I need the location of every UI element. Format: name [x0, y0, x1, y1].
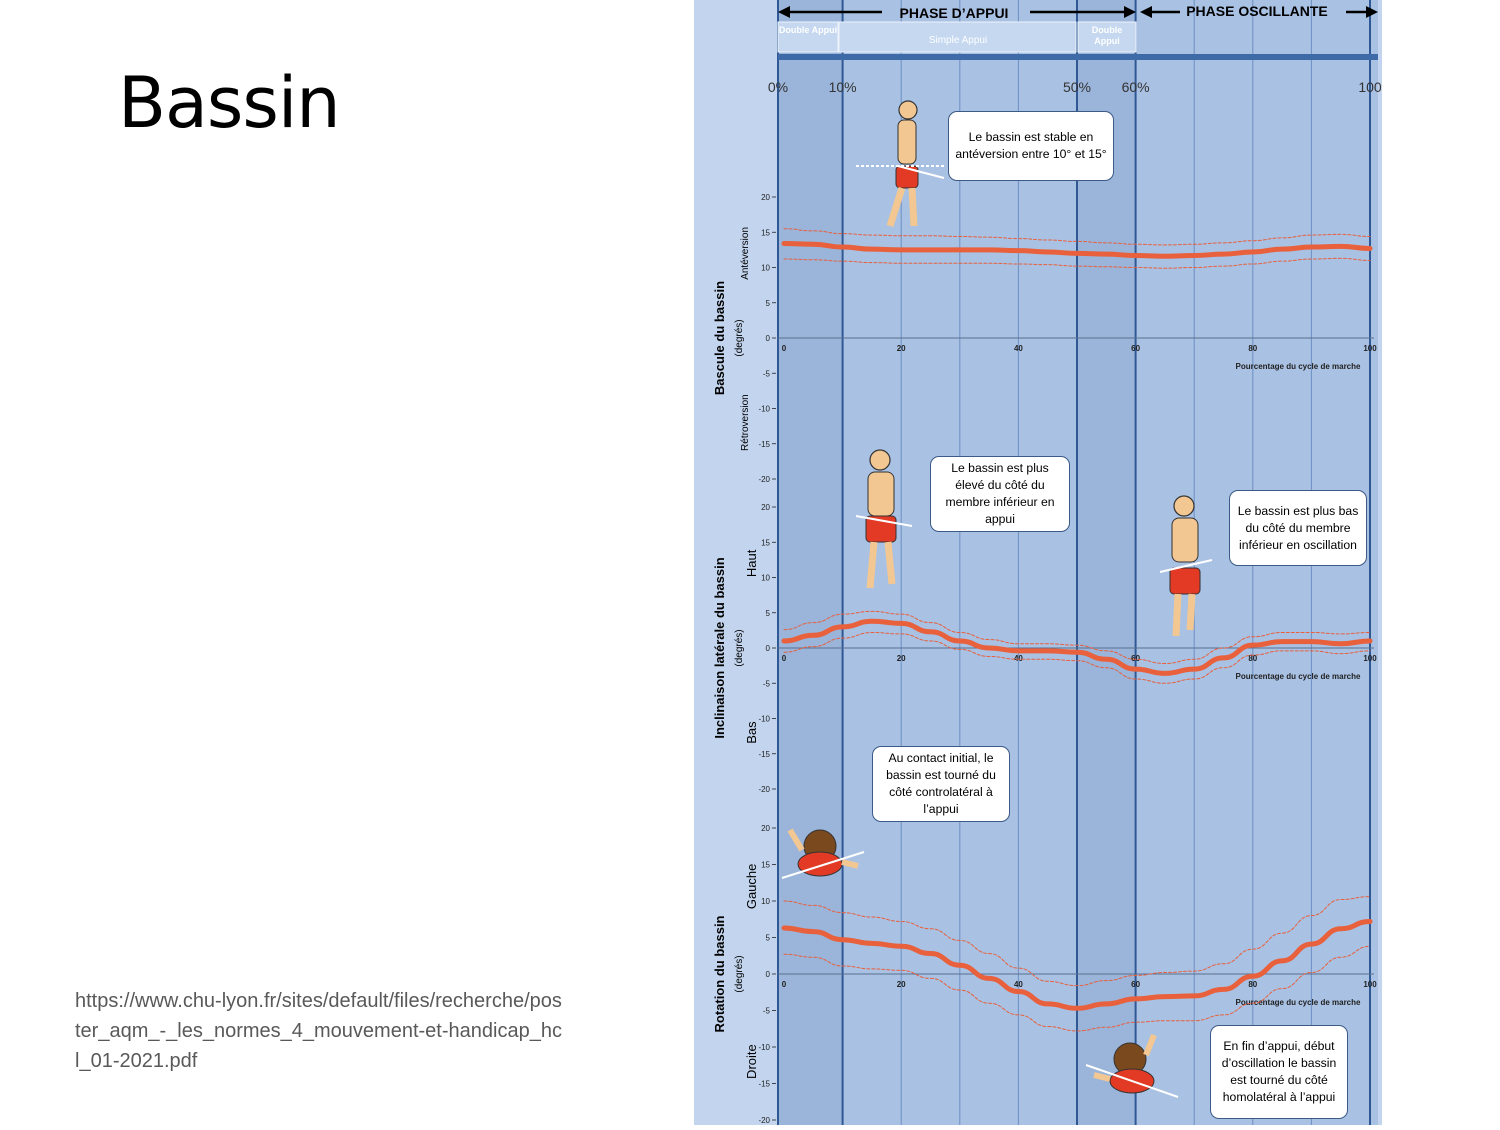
y-axis-label: Bascule du bassin: [712, 280, 727, 396]
phase-oscillante-label: PHASE OSCILLANTE: [1186, 3, 1328, 19]
x-axis-label: Pourcentage du cycle de marche: [1235, 998, 1361, 1007]
x-tick-label: 0: [781, 980, 787, 989]
y-axis-label: Inclinaison latérale du bassin: [712, 557, 727, 739]
y-tick-label: -20: [758, 475, 770, 484]
x-tick-label: 100: [1363, 980, 1377, 989]
x-tick-label: 0: [781, 344, 787, 353]
double-appui-label-2: Double Appui: [1091, 25, 1123, 46]
y-tick-label: -10: [758, 714, 770, 724]
x-tick-label: 60: [1131, 344, 1141, 353]
y-tick-label: 15: [761, 860, 770, 870]
y-tick-label: 0: [765, 334, 770, 343]
slide-title: Bassin: [118, 62, 340, 144]
figure-arm-left: [790, 830, 802, 850]
y-tick-label: 10: [761, 263, 770, 273]
figure-arm-left: [1094, 1075, 1110, 1079]
double-appui-label-1: Double Appui: [778, 25, 838, 35]
figure-head: [870, 450, 890, 470]
y-tick-label: -15: [758, 1079, 770, 1089]
x-tick-label: 80: [1248, 654, 1258, 663]
figure-shorts: [1170, 568, 1200, 594]
annotation-bubble-inclinaison-down: Le bassin est plus bas du côté du membre inférieur en oscillation: [1229, 490, 1367, 566]
y-tick-label: 20: [761, 193, 770, 202]
y-tick-label: -5: [762, 1006, 770, 1016]
figure-leg-right: [888, 542, 892, 584]
percent-label: 10%: [828, 79, 857, 95]
upper-direction-label: Gauche: [744, 863, 759, 910]
lower-direction-label: Bas: [744, 721, 759, 744]
figure-leg-front: [912, 188, 914, 226]
upper-direction-label: Haut: [744, 549, 759, 578]
y-tick-label: 5: [765, 298, 770, 308]
x-tick-label: 20: [896, 980, 906, 989]
figure-arm-right: [842, 862, 858, 866]
y-axis-unit: (degrés): [734, 955, 745, 993]
x-tick-label: 80: [1248, 344, 1258, 353]
phase-appui-label: PHASE D’APPUI: [899, 5, 1009, 21]
y-tick-label: 5: [765, 608, 770, 618]
y-tick-label: 10: [761, 573, 770, 583]
y-tick-label: -15: [758, 749, 770, 759]
x-tick-label: 60: [1131, 654, 1141, 663]
y-tick-label: 10: [761, 897, 770, 906]
x-axis-label: Pourcentage du cycle de marche: [1235, 362, 1361, 371]
figure-side-view: [854, 96, 950, 236]
y-tick-label: 20: [761, 824, 770, 833]
y-tick-label: 0: [765, 644, 770, 653]
figure-torso: [898, 120, 916, 164]
figure-torso: [1172, 518, 1198, 562]
x-tick-label: 20: [896, 344, 906, 353]
header-separator: [778, 54, 1378, 60]
double-appui-label-2-wrap: [1078, 22, 1136, 52]
y-tick-label: 15: [761, 538, 770, 548]
annotation-bubble-inclinaison-up: Le bassin est plus élevé du côté du membre inférieur en appui: [930, 456, 1070, 532]
figure-head: [1174, 496, 1194, 516]
percent-label: 100: [1358, 79, 1382, 95]
source-url: https://www.chu-lyon.fr/sites/default/files/recherche/poster_aqm_-_les_normes_4_mouvement-et-handicap_hcl_01-2021.pdf: [75, 990, 562, 1072]
y-axis-label: Rotation du bassin: [712, 915, 727, 1033]
y-tick-label: -5: [762, 369, 770, 379]
simple-appui-label: Simple Appui: [928, 35, 988, 46]
y-tick-label: -20: [758, 1116, 770, 1125]
double-appui-label-1-wrap: [778, 22, 838, 52]
lower-direction-label: Droite: [744, 1044, 759, 1079]
figure-top-view-end: [1084, 1025, 1180, 1121]
upper-direction-label: Antéversion: [740, 226, 751, 280]
percent-label: 0%: [767, 79, 789, 95]
figure-front-view-swing: [1156, 490, 1216, 640]
lower-direction-label: Rétroversion: [740, 394, 751, 451]
percent-label: 60%: [1121, 79, 1150, 95]
figure-leg-left: [870, 542, 874, 588]
x-tick-label: 100: [1363, 654, 1377, 663]
figure-arm-right: [1146, 1035, 1154, 1055]
y-axis-unit: (degrés): [734, 319, 745, 357]
x-axis-label: Pourcentage du cycle de marche: [1235, 672, 1361, 681]
y-tick-label: -10: [758, 1043, 770, 1052]
annotation-bubble-rotation-end: En fin d’appui, début d’oscillation le bassin est tourné du côté homolatéral à l’appui: [1210, 1025, 1348, 1119]
y-tick-label: 15: [761, 228, 770, 238]
x-tick-label: 20: [896, 654, 906, 663]
figure-leg-left: [1176, 594, 1178, 636]
figure-front-view-stance: [854, 444, 914, 594]
y-axis-unit: (degrés): [734, 629, 745, 667]
y-tick-label: -15: [758, 439, 770, 449]
x-tick-label: 0: [781, 654, 787, 663]
y-tick-label: -10: [758, 404, 770, 414]
gait-poster: [694, 0, 1382, 1125]
x-tick-label: 40: [1013, 980, 1023, 989]
percent-label: 50%: [1062, 79, 1092, 95]
x-tick-label: 60: [1131, 980, 1141, 989]
y-tick-label: -5: [762, 679, 770, 689]
figure-torso: [868, 472, 894, 516]
x-tick-label: 40: [1013, 654, 1023, 663]
figure-shorts-top: [798, 852, 842, 876]
x-tick-label: 100: [1363, 344, 1377, 353]
figure-head: [899, 101, 917, 119]
figure-leg-back: [890, 188, 902, 226]
x-tick-label: 80: [1248, 980, 1258, 989]
annotation-bubble-bascule: Le bassin est stable en antéversion entre 10° et 15°: [948, 111, 1114, 181]
y-tick-label: 5: [765, 933, 770, 943]
figure-top-view-initial: [780, 810, 866, 900]
phase-band: [778, 0, 843, 1125]
x-tick-label: 40: [1013, 344, 1023, 353]
y-tick-label: 20: [761, 503, 770, 512]
y-tick-label: 0: [765, 970, 770, 979]
y-tick-label: -20: [758, 785, 770, 794]
annotation-bubble-rotation-initial: Au contact initial, le bassin est tourné du côté controlatéral à l’appui: [872, 746, 1010, 822]
figure-leg-right: [1190, 594, 1192, 630]
